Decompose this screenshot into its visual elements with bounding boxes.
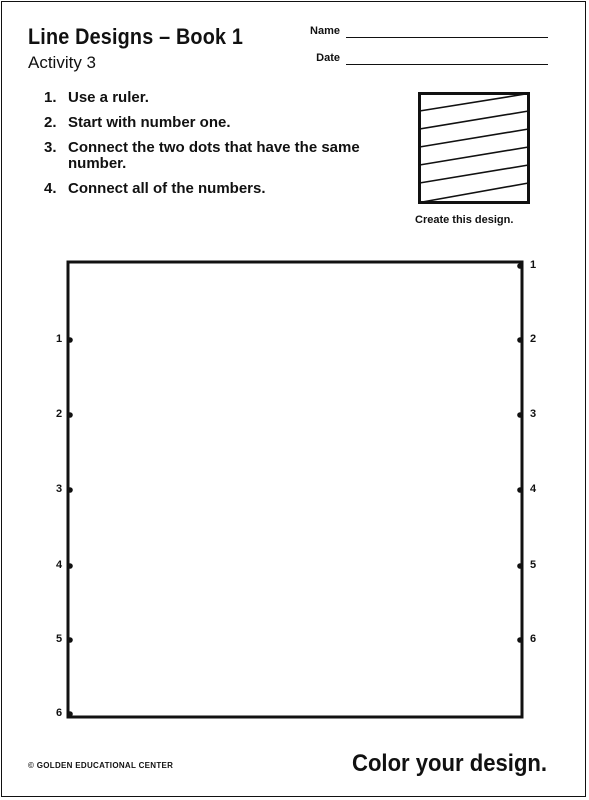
right-dot-label: 1 <box>529 259 537 271</box>
connect-dot[interactable] <box>517 637 523 643</box>
connect-dot[interactable] <box>67 337 73 343</box>
left-dot-label: 6 <box>55 707 63 719</box>
right-dot-label: 4 <box>529 483 537 495</box>
connect-dot[interactable] <box>67 637 73 643</box>
right-dot-label: 3 <box>529 408 537 420</box>
right-dot-label: 5 <box>529 559 537 571</box>
right-dot-label: 6 <box>529 633 537 645</box>
instruction-number: 1. <box>44 89 57 106</box>
instruction-text: Start with number one. <box>68 114 231 131</box>
connect-dot[interactable] <box>517 412 523 418</box>
right-dot-label: 2 <box>529 333 537 345</box>
connect-dot[interactable] <box>67 412 73 418</box>
instruction-number: 3. <box>44 139 57 156</box>
sample-caption: Create this design. <box>415 214 514 226</box>
left-dot-label: 4 <box>55 559 63 571</box>
connect-dot[interactable] <box>517 263 523 269</box>
left-dot-label: 2 <box>55 408 63 420</box>
name-label: Name <box>310 25 340 37</box>
instruction-text: Connect all of the numbers. <box>68 180 266 197</box>
connect-dot[interactable] <box>517 337 523 343</box>
connect-dot[interactable] <box>67 711 73 717</box>
page-title: Line Designs – Book 1 <box>28 24 244 49</box>
instruction-text: Connect the two dots that have the same number. <box>68 139 360 172</box>
left-dot-label: 3 <box>55 483 63 495</box>
connect-dot[interactable] <box>67 487 73 493</box>
connect-dot[interactable] <box>517 563 523 569</box>
instruction-text: Use a ruler. <box>68 89 149 106</box>
activity-subtitle: Activity 3 <box>28 53 97 72</box>
instruction-number: 4. <box>44 180 57 197</box>
left-dot-label: 5 <box>55 633 63 645</box>
instruction-number: 2. <box>44 114 57 131</box>
date-label: Date <box>316 52 340 64</box>
left-dot-label: 1 <box>55 333 63 345</box>
connect-dot[interactable] <box>67 563 73 569</box>
connect-dot[interactable] <box>517 487 523 493</box>
board-frame <box>68 262 522 717</box>
color-instruction: Color your design. <box>352 750 548 777</box>
copyright-text: © GOLDEN EDUCATIONAL CENTER <box>28 761 174 770</box>
